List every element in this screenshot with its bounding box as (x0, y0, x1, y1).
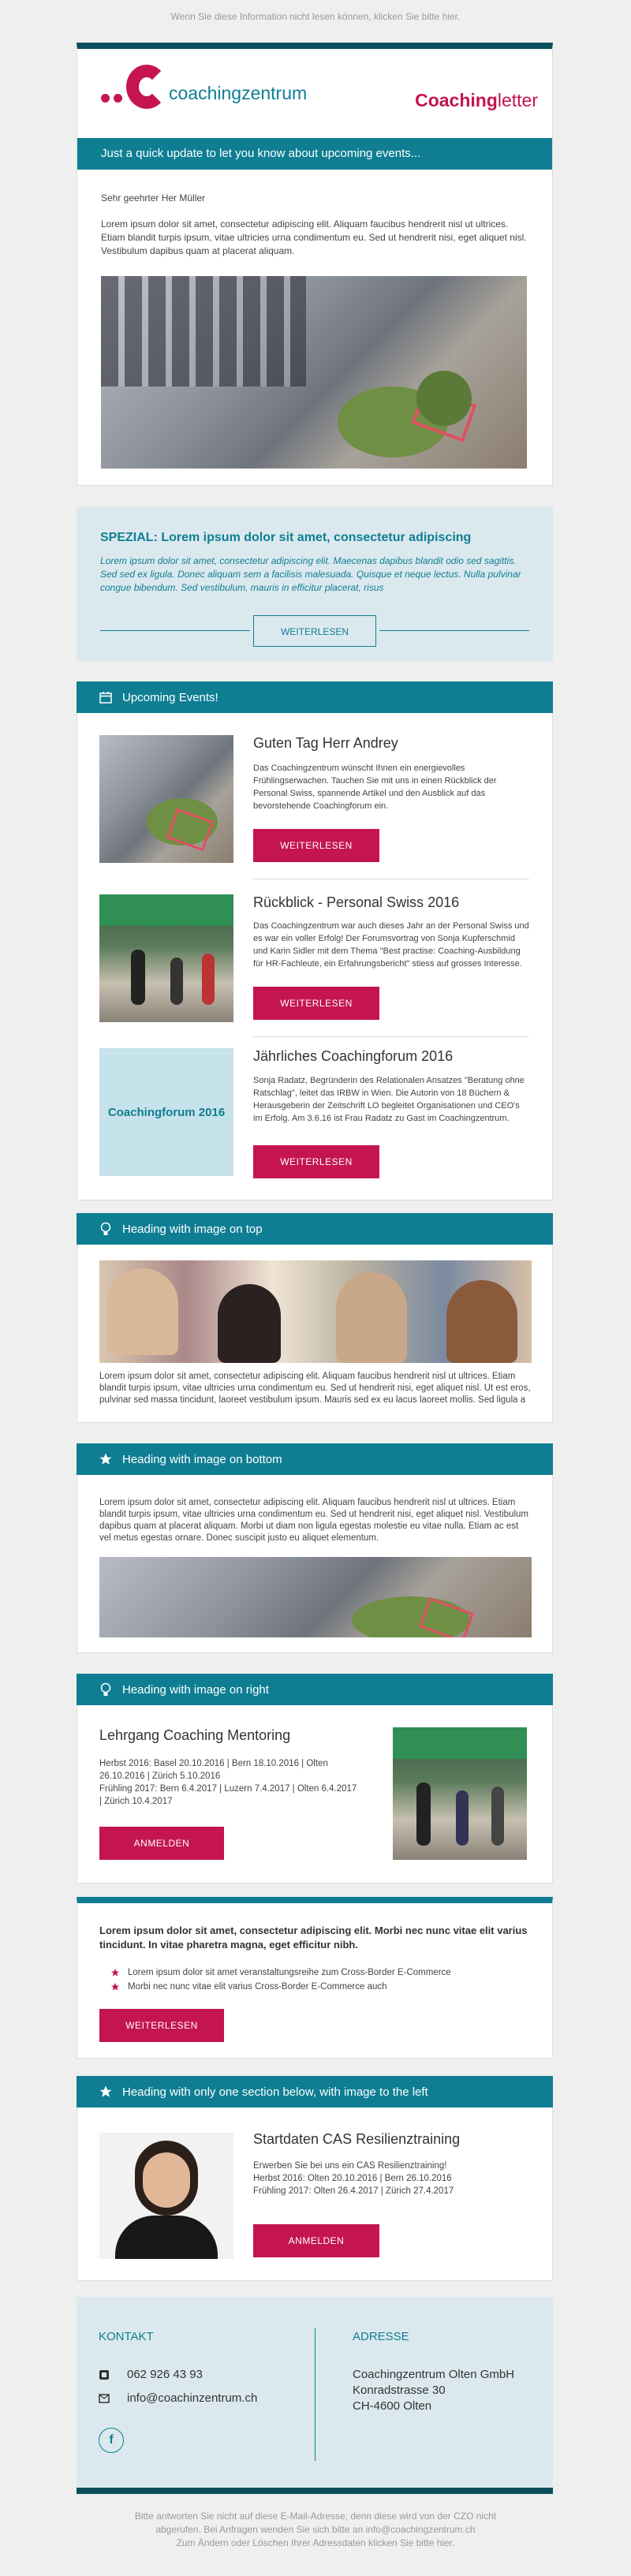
event-title: Rückblick - Personal Swiss 2016 (253, 894, 460, 910)
image-left-heading-bar (77, 2076, 553, 2107)
image-top-heading-bar (77, 1213, 553, 1245)
star-icon (110, 1982, 120, 1992)
event-image (99, 1048, 233, 1176)
address-line: Coachingzentrum Olten GmbH (353, 2368, 515, 2381)
building-photo (99, 1557, 532, 1637)
header-card (77, 43, 553, 486)
tagline-bar: Just a quick update to let you know about upcoming events... (77, 138, 552, 170)
email-address[interactable]: info@coachinzentrum.ch (127, 2391, 258, 2405)
address-line: Konradstrasse 30 (353, 2384, 446, 2397)
bottom-note-line: Bitte antworten Sie nicht auf diese E-Mail-Adresse, denn diese wird von der CZO nicht (134, 2511, 497, 2522)
team-photo (99, 1260, 532, 1363)
event-title: Guten Tag Herr Andrey (253, 735, 398, 751)
course-title: Lehrgang Coaching Mentoring (99, 1727, 291, 1743)
list-item (110, 1968, 451, 1977)
lightbulb-icon (99, 1222, 113, 1236)
image-top-heading: Heading with image on top (122, 1222, 263, 1236)
facebook-icon[interactable]: f (99, 2428, 124, 2453)
special-read-more-button[interactable]: WEITERLESEN (253, 615, 376, 647)
event-image (99, 894, 233, 1022)
bottom-note-line[interactable]: Zum Ändern oder Löschen Ihrer Adressdaten klicken Sie bitte hier. (176, 2537, 455, 2548)
calendar-icon (99, 690, 113, 704)
mail-icon (99, 2394, 110, 2403)
image-top-text: Lorem ipsum dolor sit amet, consectetur adipiscing elit. Aliquam faucibus hendrerit nisl ut ultrices. Etiam blandit turpis ipsum, vitae ultricies urna condimentum eu. Sed ut hendrerit nisi, eget aliquet nisl. Ut est eros, pulvinar sed massa tincidunt, laoreet vestibulum ipsum. Mauris sed ex eu lacus laoreet mollis. Sed ligula a (99, 1372, 531, 1405)
list-item-text: Morbi nec nunc vitae elit varius Cross-Border E-Commerce auch (128, 1982, 387, 1992)
list-item (110, 1982, 387, 1992)
address-label: ADRESSE (353, 2330, 409, 2343)
footer-divider (315, 2328, 316, 2461)
divider (379, 630, 529, 631)
image-right-card (77, 1705, 553, 1883)
event-read-more-button[interactable]: WEITERLESEN (253, 1145, 379, 1178)
title-part-b: letter (497, 90, 538, 110)
coachingforum-label: Coachingforum 2016 (107, 1105, 226, 1119)
logo-dot (114, 94, 122, 103)
image-bottom-heading-bar (77, 1443, 553, 1475)
intro-text: Lorem ipsum dolor sit amet, consectetur adipiscing elit. Aliquam faucibus hendrerit nisl ut ultrices. Etiam blandit turpis ipsum, vitae ultricies urna condimentum eu. Sed ut hendrerit nisi, eget aliquet nisl. Vestibulum dapibus quam at placerat aliquam. (101, 218, 527, 256)
event-read-more-button[interactable]: WEITERLESEN (253, 829, 379, 862)
coachingletter-title (415, 90, 538, 111)
event-text: Das Coachingzentrum wünscht Ihnen ein energievolles Frühlingserwachen. Tauchen Sie mit uns in einen Rückblick der Personal Swiss, spannende Artikel und den Ausblick auf das bevorstehende Coachingforum ein. (253, 763, 497, 811)
event-read-more-button[interactable]: WEITERLESEN (253, 987, 379, 1020)
course-dates: Herbst 2016: Basel 20.10.2016 | Bern 18.10.2016 | Olten 26.10.2016 | Zürich 5.10.2016 Frühling 2017: Bern 6.4.2017 | Luzern 7.4.2017 | Olten 6.4.2017 | Zürich 10.4.2017 (99, 1759, 357, 1806)
special-title: SPEZIAL: Lorem ipsum dolor sit amet, consectetur adipiscing (100, 531, 472, 544)
image-left-card (77, 2107, 553, 2281)
image-left-heading: Heading with only one section below, with image to the left (122, 2085, 428, 2099)
phone-icon (99, 2369, 110, 2380)
phone-row (99, 2368, 203, 2381)
image-right-heading: Heading with image on right (122, 1682, 269, 1697)
top-note[interactable]: Wenn Sie diese Information nicht lesen können, klicken Sie bitte hier. (170, 11, 461, 22)
list-read-more-button[interactable]: WEITERLESEN (99, 2009, 224, 2042)
image-top-card (77, 1245, 553, 1423)
logo[interactable] (101, 65, 307, 109)
contact-label: KONTAKT (99, 2330, 154, 2343)
brand-name: coachingzentrum (169, 83, 308, 103)
logo-c-icon (126, 65, 167, 109)
register-button[interactable]: ANMELDEN (99, 1827, 224, 1860)
star-icon (99, 2085, 113, 2099)
footer (77, 2297, 553, 2494)
image-bottom-heading: Heading with image on bottom (122, 1452, 282, 1466)
cas-text: Erwerben Sie bei uns ein CAS Resilienztraining! Herbst 2016: Olten 20.10.2016 | Bern 26.10.2016 Frühling 2017: Olten 26.4.2017 | Zürich 27.4.2017 (253, 2161, 454, 2196)
special-text: Lorem ipsum dolor sit amet, consectetur adipiscing elit. Maecenas dapibus blandit odio sed sagittis. Sed sed ex ligula. Donec aliquam sem a facilisis malesuada. Quisque et neque lectus. Nulla pulvinar congue bibendum. Sed vestibulum, mauris in efficitur placerat, risus (100, 555, 521, 593)
event-image (99, 735, 233, 863)
bottom-note (0, 2510, 631, 2550)
events-card (77, 713, 553, 1200)
building-photo (101, 276, 527, 469)
image-bottom-text: Lorem ipsum dolor sit amet, consectetur adipiscing elit. Aliquam faucibus hendrerit nisl ut ultrices. Etiam blandit turpis ipsum, vitae ultricies urna condimentum eu. Sed ut hendrerit nisi, eget aliquet nisl. Vestibulum dapibus quam at placerat aliquam. Morbi ut diam non ligula egestas molestie eu vitae nulla. Etiam ac est vel metus egestas ornare. Donec suscipit justo eu aliquet elementum. (99, 1498, 528, 1543)
event-text: Sonja Radatz, Begründerin des Relationalen Ansatzes "Beratung ohne Ratschlag", leitet das IRBW in Wien. Die Autorin von 18 Büchern & Herausgeberin der Zeitschrift LO begleitet Organisationen und CEO's im Erfolg. Am 3.6.16 ist Frau Radatz zu Gast im Coachingzentrum. (253, 1076, 525, 1123)
list-card (77, 1897, 553, 2059)
lightbulb-icon (99, 1682, 113, 1697)
cas-title: Startdaten CAS Resilienztraining (253, 2131, 461, 2147)
cas-register-button[interactable]: ANMELDEN (253, 2224, 379, 2257)
special-box (77, 507, 553, 661)
events-heading: Upcoming Events! (122, 690, 218, 704)
phone-number[interactable]: 062 926 43 93 (127, 2368, 203, 2381)
events-heading-bar (77, 681, 553, 713)
greeting: Sehr geehrter Her Müller (101, 192, 206, 203)
email-row (99, 2391, 257, 2405)
logo-dot (101, 94, 110, 103)
image-right-heading-bar (77, 1674, 553, 1705)
course-photo (393, 1727, 527, 1860)
divider (100, 630, 250, 631)
address-line: CH-4600 Olten (353, 2399, 432, 2413)
star-icon (110, 1968, 120, 1977)
portrait-photo (99, 2133, 233, 2259)
divider (253, 1036, 529, 1037)
event-text: Das Coachingzentrum war auch dieses Jahr an der Personal Swiss und es war ein voller Erfolg! Der Forumsvortrag von Sonja Kupferschmid und Karin Sidler mit dem Thema "Best practise: Coaching-Ausbildung für HR-Fachleute, ein Erfahrungsbericht" stiess auf grosses Interesse. (253, 921, 529, 969)
image-bottom-card (77, 1475, 553, 1653)
title-part-a: Coaching (415, 90, 498, 110)
list-title: Lorem ipsum dolor sit amet, consectetur adipiscing elit. Morbi nec nunc vitae elit varius tincidunt. In vitae pharetra magna, eget efficitur nibh. (99, 1925, 528, 1951)
list-item-text: Lorem ipsum dolor sit amet veranstaltungsreihe zum Cross-Border E-Commerce (128, 1968, 451, 1977)
bottom-note-line[interactable]: abgerufen. Bei Anfragen wenden Sie sich bitte an info@coachingzentrum.ch (155, 2524, 476, 2535)
event-title: Jährliches Coachingforum 2016 (253, 1048, 454, 1064)
star-icon (99, 1452, 113, 1466)
